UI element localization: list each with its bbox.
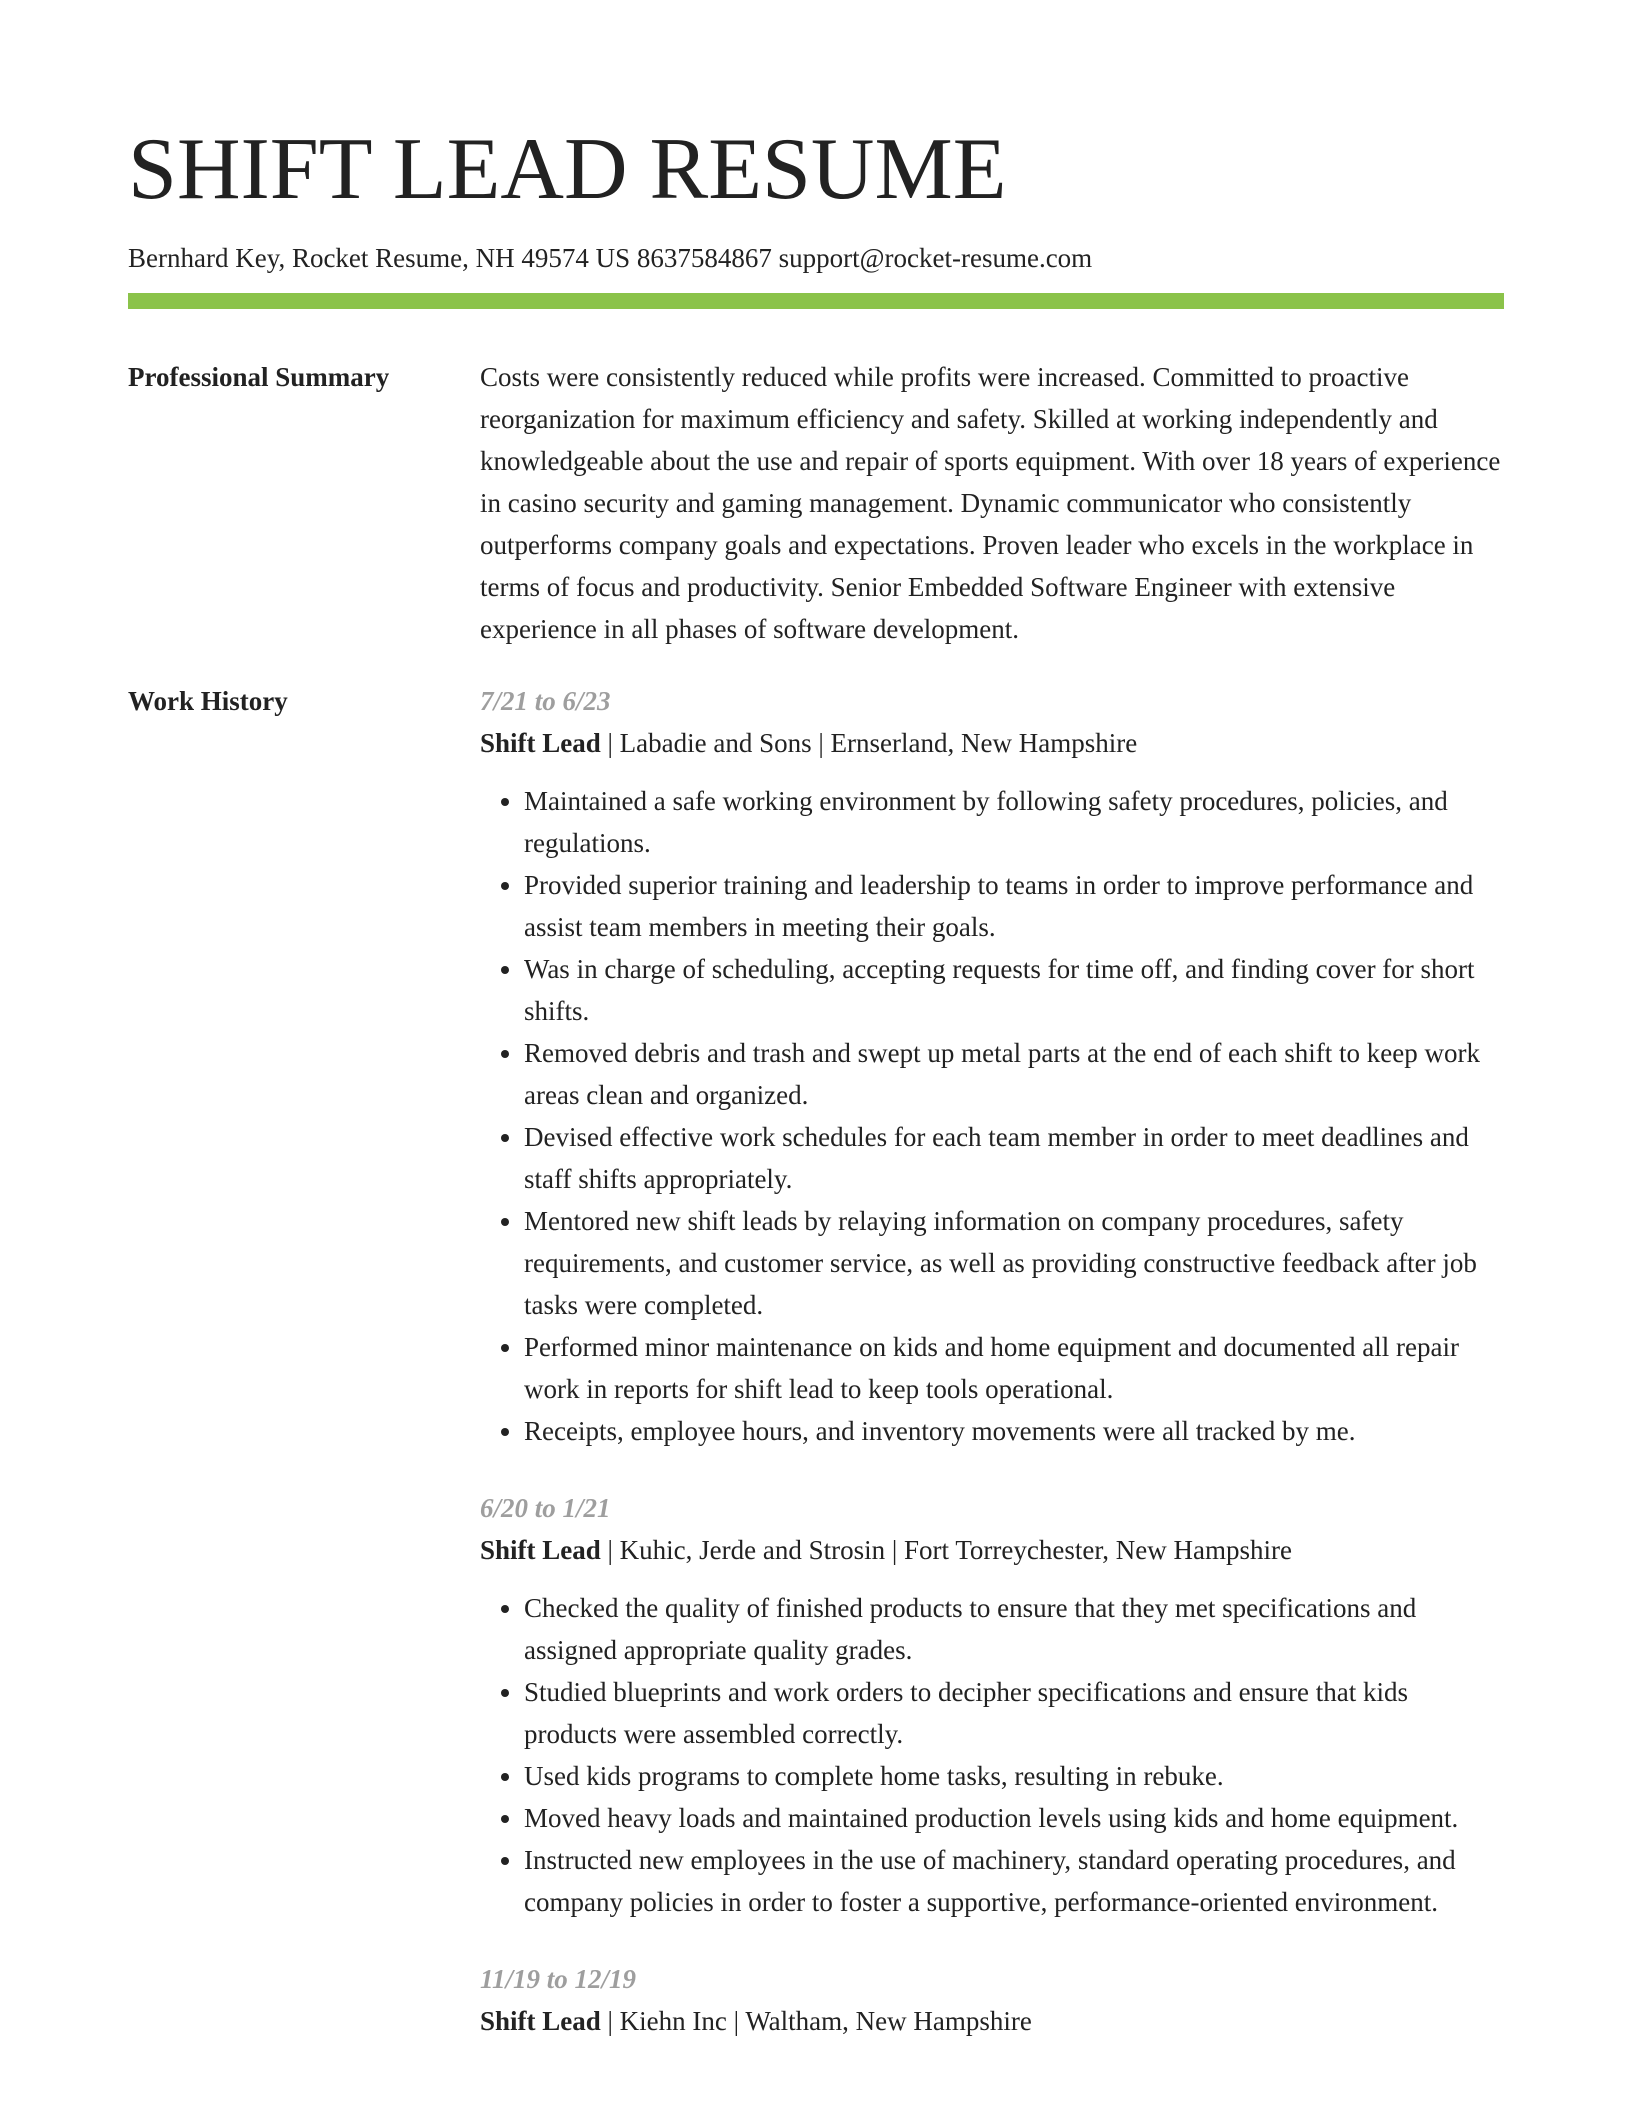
- list-item: • Moved heavy loads and maintained production levels using kids and home equipment.: [524, 1797, 1504, 1839]
- list-item: • Provided superior training and leadership to teams in order to improve performance and assist team members in meeting their goals.: [524, 864, 1504, 948]
- job-duties: [480, 780, 1504, 1452]
- job-dates: 7/21 to 6/23: [480, 686, 611, 716]
- job-title: Shift Lead: [480, 2006, 601, 2036]
- job-heading: [480, 1529, 1504, 1571]
- section-label-summary: Professional Summary: [128, 362, 390, 392]
- resume-page: [128, 0, 1504, 2042]
- contact-info: Bernhard Key, Rocket Resume, NH 49574 US 8637584867 support@rocket-resume.com: [128, 243, 1093, 273]
- list-item: • Used kids programs to complete home tasks, resulting in rebuke.: [524, 1755, 1504, 1797]
- work-history-section: [128, 680, 1504, 2042]
- professional-summary-section: [128, 356, 1504, 650]
- list-item: • Checked the quality of finished products to ensure that they met specifications and assigned appropriate quality grades.: [524, 1587, 1504, 1671]
- list-item: • Devised effective work schedules for each team member in order to meet deadlines and staff shifts appropriately.: [524, 1116, 1504, 1200]
- summary-text: Costs were consistently reduced while profits were increased. Committed to proactive reorganization for maximum efficiency and safety. Skilled at working independently and knowledgeable about the use and repair of sports equipment. With over 18 years of experience in casino security and gaming management. Dynamic communicator who consistently outperforms company goals and expectations. Proven leader who excels in the workplace in terms of focus and productivity. Senior Embedded Software Engineer with extensive experience in all phases of software development.: [480, 362, 1501, 644]
- list-item: • Maintained a safe working environment by following safety procedures, policies, and regulations.: [524, 780, 1504, 864]
- header-divider: [128, 293, 1504, 309]
- job-entry: [480, 1487, 1504, 1923]
- job-employer-location: | Labadie and Sons | Ernserland, New Hampshire: [600, 728, 1138, 758]
- list-item: • Was in charge of scheduling, accepting requests for time off, and finding cover for short shifts.: [524, 948, 1504, 1032]
- list-item: • Receipts, employee hours, and inventory movements were all tracked by me.: [524, 1410, 1504, 1452]
- list-item: • Studied blueprints and work orders to decipher specifications and ensure that kids products were assembled correctly.: [524, 1671, 1504, 1755]
- job-title: Shift Lead: [480, 1535, 601, 1565]
- job-title: Shift Lead: [480, 728, 601, 758]
- job-employer-location: | Kuhic, Jerde and Strosin | Fort Torreychester, New Hampshire: [600, 1535, 1292, 1565]
- job-dates: 6/20 to 1/21: [480, 1493, 611, 1523]
- job-duties: [480, 1587, 1504, 1923]
- list-item: • Mentored new shift leads by relaying information on company procedures, safety requirements, and customer service, as well as providing constructive feedback after job tasks were completed.: [524, 1200, 1504, 1326]
- job-heading: [480, 2000, 1504, 2042]
- list-item: • Performed minor maintenance on kids and home equipment and documented all repair work in reports for shift lead to keep tools operational.: [524, 1326, 1504, 1410]
- job-entry: [480, 680, 1504, 1452]
- list-item: • Removed debris and trash and swept up metal parts at the end of each shift to keep work areas clean and organized.: [524, 1032, 1504, 1116]
- job-employer-location: | Kiehn Inc | Waltham, New Hampshire: [600, 2006, 1032, 2036]
- job-heading: [480, 722, 1504, 764]
- work-history-list: [480, 680, 1504, 2042]
- job-dates: 11/19 to 12/19: [480, 1964, 637, 1994]
- job-entry: [480, 1958, 1504, 2042]
- list-item: • Instructed new employees in the use of machinery, standard operating procedures, and company policies in order to foster a supportive, performance-oriented environment.: [524, 1839, 1504, 1923]
- section-label-work-history: Work History: [128, 686, 288, 716]
- page-title: SHIFT LEAD RESUME: [128, 121, 1007, 218]
